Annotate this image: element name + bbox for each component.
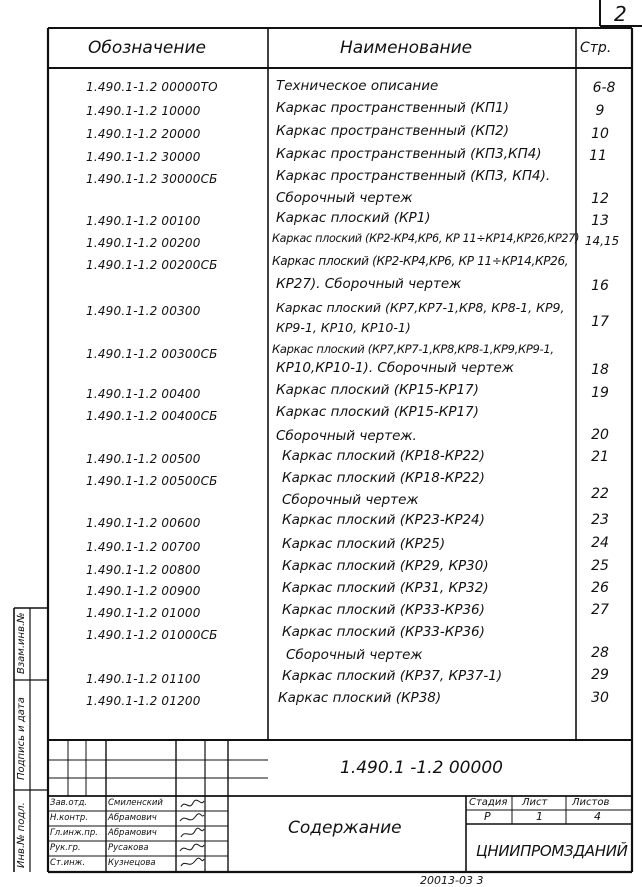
row-name: Каркас плоский (КР33-КР36) bbox=[282, 624, 485, 640]
row-page: 21 bbox=[591, 449, 609, 465]
row-name: Каркас пространственный (КП3, КП4). bbox=[276, 168, 551, 184]
row-name: Каркас плоский (КР18-КР22) bbox=[282, 448, 485, 464]
row-page: 26 bbox=[591, 580, 609, 596]
row-page: 11 bbox=[589, 148, 607, 164]
row-code: 1.490.1-1.2 00300 bbox=[86, 304, 201, 318]
sheets-value: 4 bbox=[594, 810, 601, 823]
row-code: 1.490.1-1.2 00500 bbox=[86, 452, 201, 466]
staff-name: Абрамович bbox=[108, 813, 157, 823]
row-name: Техническое описание bbox=[276, 78, 439, 94]
row-page: 22 bbox=[591, 486, 609, 502]
row-code: 1.490.1-1.2 00100 bbox=[86, 214, 201, 228]
row-code: 1.490.1-1.2 20000 bbox=[86, 127, 201, 141]
row-name-line2: КР27). Сборочный чертеж bbox=[276, 276, 462, 292]
side-label-replace-inventory: Взам.инв.№ bbox=[16, 612, 27, 674]
row-page: 30 bbox=[591, 690, 609, 706]
row-page: 16 bbox=[591, 278, 609, 294]
row-page: 29 bbox=[591, 667, 609, 683]
row-code: 1.490.1-1.2 00600 bbox=[86, 516, 201, 530]
staff-name: Смиленский bbox=[108, 798, 163, 808]
row-page: 19 bbox=[591, 385, 609, 401]
row-page: 27 bbox=[591, 602, 609, 618]
row-name: Каркас плоский (КР31, КР32) bbox=[282, 580, 489, 596]
row-page: 14,15 bbox=[584, 234, 620, 248]
row-code: 1.490.1-1.2 30000 bbox=[86, 150, 201, 164]
staff-role: Зав.отд. bbox=[50, 798, 88, 808]
row-name: Каркас плоский (КР1) bbox=[276, 210, 431, 226]
row-code: 1.490.1-1.2 30000СБ bbox=[86, 172, 218, 186]
row-page: 23 bbox=[591, 512, 609, 528]
signatures bbox=[177, 797, 207, 873]
row-name: Каркас плоский (КР7,КР7-1,КР8, КР8-1, КР9, bbox=[276, 300, 565, 315]
row-name: Каркас пространственный (КП3,КП4) bbox=[276, 146, 542, 162]
staff-role: Н.контр. bbox=[50, 813, 89, 823]
side-label-inventory: Инв.№ подл. bbox=[16, 802, 27, 868]
row-name: Каркас плоский (КР29, КР30) bbox=[282, 558, 489, 574]
document-code: 1.490.1 -1.2 00000 bbox=[340, 758, 503, 778]
row-name: Каркас плоский (КР15-КР17) bbox=[276, 404, 479, 420]
row-code: 1.490.1-1.2 00200СБ bbox=[86, 258, 218, 272]
row-code: 1.490.1-1.2 00500СБ bbox=[86, 474, 218, 488]
row-name: Каркас плоский (КР33-КР36) bbox=[282, 602, 485, 618]
row-code: 1.490.1-1.2 01000 bbox=[86, 606, 201, 620]
sheet-value: 1 bbox=[536, 810, 543, 823]
row-name: Каркас плоский (КР38) bbox=[278, 690, 442, 706]
row-name: Каркас плоский (КР15-КР17) bbox=[276, 382, 479, 398]
row-name-line2: КР10,КР10-1). Сборочный чертеж bbox=[276, 360, 514, 376]
row-code: 1.490.1-1.2 00800 bbox=[86, 563, 201, 577]
row-name-line2: Сборочный чертеж bbox=[276, 190, 413, 206]
row-name-line2: Сборочный чертеж bbox=[286, 647, 423, 663]
row-name: Каркас плоский (КР37, КР37-1) bbox=[282, 668, 503, 684]
row-code: 1.490.1-1.2 00400СБ bbox=[86, 409, 218, 423]
row-page: 10 bbox=[591, 126, 609, 142]
row-code: 1.490.1-1.2 01100 bbox=[86, 672, 201, 686]
row-name: Каркас плоский (КР18-КР22) bbox=[282, 470, 485, 486]
staff-role: Ст.инж. bbox=[50, 858, 86, 868]
row-code: 1.490.1-1.2 10000 bbox=[86, 104, 201, 118]
row-name: Каркас плоский (КР25) bbox=[282, 536, 446, 552]
staff-role: Гл.инж.пр. bbox=[50, 828, 98, 838]
row-name: Каркас плоский (КР2-КР4,КР6, КР 11÷КР14,КР26,КР27) bbox=[272, 232, 580, 245]
row-code: 1.490.1-1.2 00300СБ bbox=[86, 347, 218, 361]
row-page: 24 bbox=[591, 535, 609, 551]
row-page: 28 bbox=[591, 645, 609, 661]
staff-name: Кузнецова bbox=[108, 858, 156, 868]
row-name: Каркас плоский (КР7,КР7-1,КР8,КР8-1,КР9,КР9-1, bbox=[272, 342, 554, 356]
row-code: 1.490.1-1.2 00000ТО bbox=[86, 80, 218, 94]
row-page: 13 bbox=[591, 213, 609, 229]
sheet-label: Лист bbox=[522, 797, 548, 808]
row-name: Каркас плоский (КР23-КР24) bbox=[282, 512, 485, 528]
header-name: Наименование bbox=[340, 38, 473, 58]
row-page: 25 bbox=[591, 558, 609, 574]
row-name-line2: Сборочный чертеж. bbox=[276, 428, 417, 444]
row-code: 1.490.1-1.2 00700 bbox=[86, 540, 201, 554]
page-number: 2 bbox=[614, 2, 627, 26]
row-page: 6-8 bbox=[592, 80, 616, 96]
row-page: 9 bbox=[595, 103, 605, 119]
row-code: 1.490.1-1.2 00400 bbox=[86, 387, 201, 401]
row-code: 1.490.1-1.2 00200 bbox=[86, 236, 201, 250]
staff-name: Абрамович bbox=[108, 828, 157, 838]
side-label-signature-date: Подпись и дата bbox=[16, 697, 27, 780]
footer-number: 20013-03 3 bbox=[420, 874, 484, 887]
sheet-title: Содержание bbox=[288, 818, 402, 838]
row-name-line2: КР9-1, КР10, КР10-1) bbox=[276, 320, 411, 335]
row-page: 20 bbox=[591, 427, 609, 443]
header-page: Стр. bbox=[580, 40, 612, 56]
stage-label: Стадия bbox=[469, 797, 508, 808]
row-name-line2: Сборочный чертеж bbox=[282, 492, 419, 508]
row-page: 18 bbox=[591, 362, 609, 378]
staff-role: Рук.гр. bbox=[50, 843, 81, 853]
sheets-label: Листов bbox=[572, 797, 610, 808]
organization: ЦНИИПРОМЗДАНИЙ bbox=[476, 842, 628, 860]
stage-value: Р bbox=[484, 810, 491, 823]
row-name: Каркас плоский (КР2-КР4,КР6, КР 11÷КР14,КР26, bbox=[272, 254, 569, 268]
row-page: 12 bbox=[591, 191, 609, 207]
header-designation: Обозначение bbox=[88, 38, 206, 58]
staff-name: Русакова bbox=[108, 843, 149, 853]
row-code: 1.490.1-1.2 01200 bbox=[86, 694, 201, 708]
row-name: Каркас пространственный (КП1) bbox=[276, 100, 509, 116]
row-page: 17 bbox=[591, 314, 609, 330]
row-code: 1.490.1-1.2 01000СБ bbox=[86, 628, 218, 642]
row-code: 1.490.1-1.2 00900 bbox=[86, 584, 201, 598]
row-name: Каркас пространственный (КП2) bbox=[276, 123, 509, 139]
